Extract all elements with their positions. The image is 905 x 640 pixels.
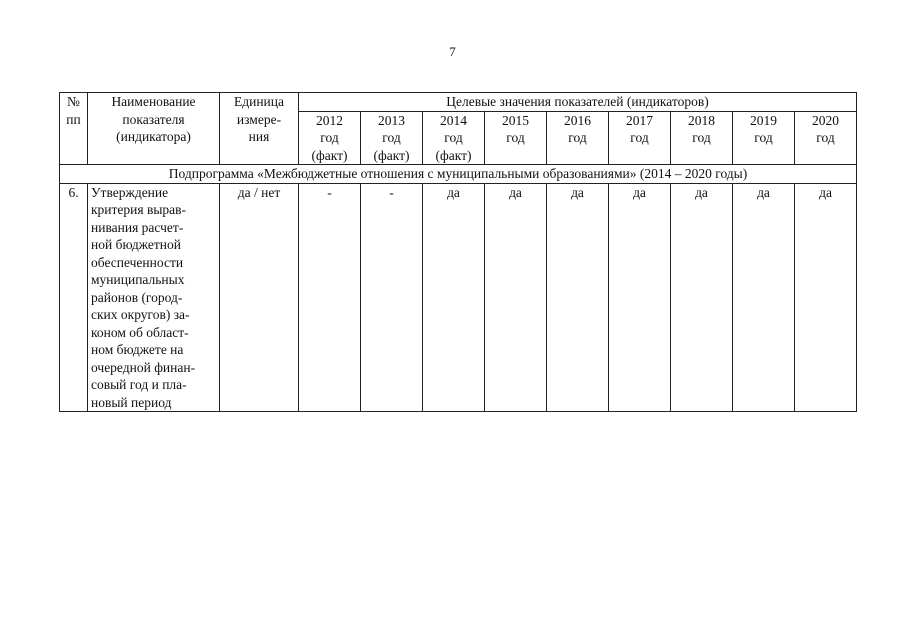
indicator-name-line: ном бюджете на xyxy=(91,342,184,357)
value-2016: да xyxy=(547,183,609,412)
subprogram-row xyxy=(60,165,857,184)
header-year-2016 xyxy=(547,111,609,165)
subprogram-title: Подпрограмма «Межбюджетные отношения с муниципальными образованиями» (2014 – 2020 годы) xyxy=(60,165,857,184)
year-label: год xyxy=(816,130,835,145)
indicator-name-line: совый год и пла- xyxy=(91,377,187,392)
header-year-2018 xyxy=(671,111,733,165)
header-unit-line1: Единица xyxy=(233,94,284,109)
year-label: год xyxy=(568,130,587,145)
indicator-name-line: ной бюджетной xyxy=(91,237,181,252)
year-label: год xyxy=(692,130,711,145)
indicator-name xyxy=(88,183,220,412)
header-unit xyxy=(220,93,299,165)
header-name xyxy=(88,93,220,165)
header-name-line3: (индикатора) xyxy=(116,129,191,144)
value-2017: да xyxy=(609,183,671,412)
header-year-2019 xyxy=(733,111,795,165)
header-unit-line3: ния xyxy=(248,129,270,144)
value-2018: да xyxy=(671,183,733,412)
year-note: (факт) xyxy=(373,147,410,163)
year-value: 2014 xyxy=(440,112,467,128)
year-note: (факт) xyxy=(311,147,348,163)
value-2019: да xyxy=(733,183,795,412)
value-2015: да xyxy=(485,183,547,412)
indicator-name-line: обеспеченности xyxy=(91,254,184,270)
header-year-2012 xyxy=(299,111,361,165)
header-year-2014 xyxy=(423,111,485,165)
header-row-1 xyxy=(60,93,857,112)
indicator-name-line: районов (город- xyxy=(91,289,183,305)
header-num xyxy=(60,93,88,165)
header-year-2015 xyxy=(485,111,547,165)
indicator-name-line: муниципальных xyxy=(91,272,185,287)
header-unit-line2: измере- xyxy=(236,111,282,127)
unit-cell: да / нет xyxy=(220,183,299,412)
year-value: 2019 xyxy=(750,112,777,128)
year-label: год xyxy=(382,130,401,145)
header-year-2013 xyxy=(361,111,423,165)
value-2013: - xyxy=(361,183,423,412)
year-value: 2018 xyxy=(688,112,715,128)
year-label: год xyxy=(754,130,773,145)
indicator-name-line: Утверждение xyxy=(91,184,169,200)
header-year-2020 xyxy=(795,111,857,165)
header-name-line2: показателя xyxy=(122,111,185,127)
year-value: 2016 xyxy=(564,112,591,128)
indicator-name-line: коном об област- xyxy=(91,324,189,340)
header-name-line1: Наименование xyxy=(111,94,196,109)
year-label: год xyxy=(506,130,525,145)
value-2014: да xyxy=(423,183,485,412)
indicator-name-line: новый период xyxy=(91,394,172,410)
header-target-values: Целевые значения показателей (индикаторов) xyxy=(299,93,857,112)
header-num-line1: № xyxy=(67,94,80,109)
year-value: 2013 xyxy=(378,112,405,128)
page-number: 7 xyxy=(449,44,456,59)
year-value: 2015 xyxy=(502,112,529,128)
year-value: 2017 xyxy=(626,112,653,128)
header-year-2017 xyxy=(609,111,671,165)
indicator-name-line: критерия вырав- xyxy=(91,202,187,217)
indicator-name-line: ских округов) за- xyxy=(91,307,190,322)
indicator-name-line: очередной финан- xyxy=(91,359,196,375)
year-label: год xyxy=(320,130,339,145)
year-value: 2020 xyxy=(812,112,840,128)
table-row xyxy=(60,183,857,412)
header-num-line2: пп xyxy=(66,111,81,127)
year-label: год xyxy=(444,130,463,145)
year-note: (факт) xyxy=(435,147,472,163)
indicators-table xyxy=(59,92,857,412)
year-value: 2012 xyxy=(316,112,343,128)
indicator-name-line: нивания расчет- xyxy=(91,219,184,235)
value-2012: - xyxy=(299,183,361,412)
year-label: год xyxy=(630,130,649,145)
value-2020: да xyxy=(795,183,857,412)
row-number: 6. xyxy=(60,183,88,412)
